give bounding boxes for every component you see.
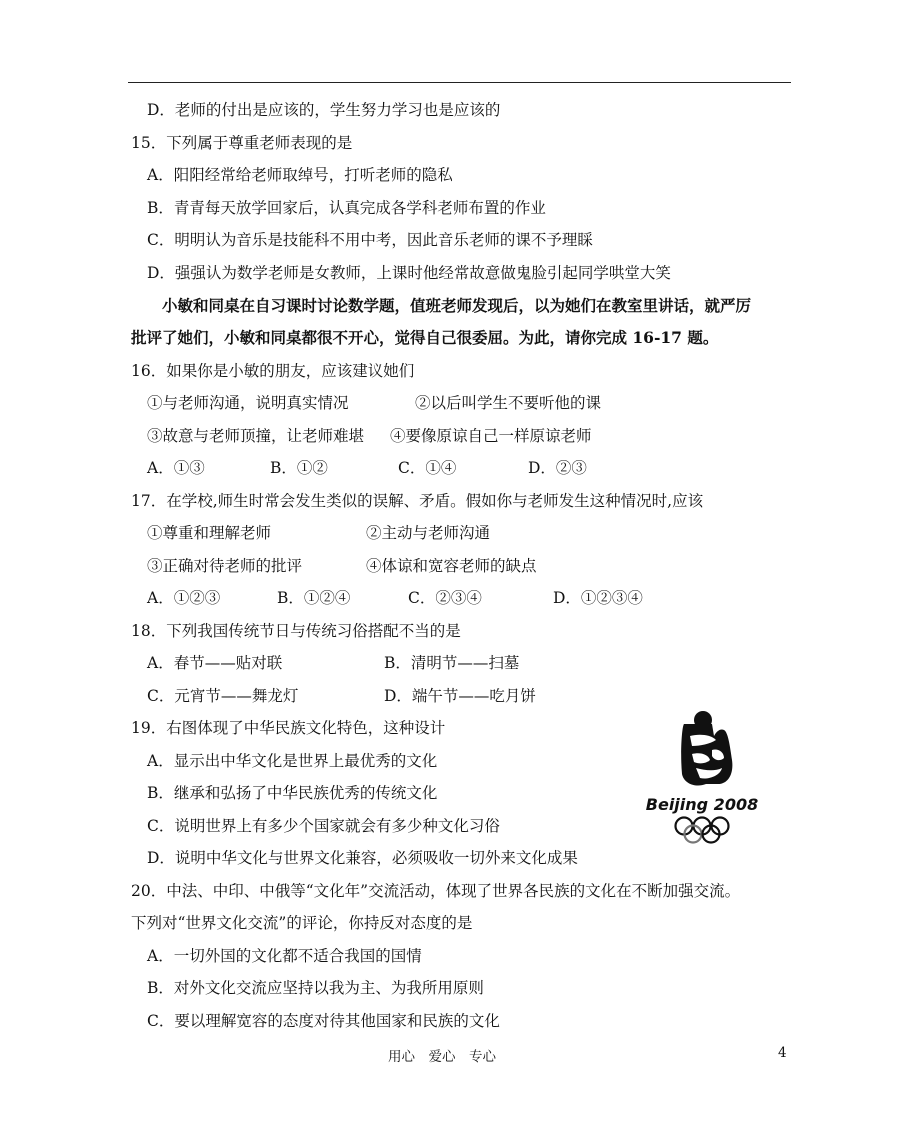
beijing-2008-emblem-icon bbox=[640, 702, 765, 852]
q16-option-c: C．①④ bbox=[398, 459, 457, 477]
q16-statement-2: ②以后叫学生不要听他的课 bbox=[415, 394, 602, 412]
q15-option-d: D．强强认为数学老师是女教师，上课时他经常故意做鬼脸引起同学哄堂大笑 bbox=[147, 264, 671, 282]
q16-option-b: B．①② bbox=[270, 459, 328, 477]
q16-statement-3: ③故意与老师顶撞，让老师难堪 bbox=[147, 427, 365, 445]
scenario-text-line-1: 小敏和同桌在自习课时讨论数学题，值班老师发现后，以为她们在教室里讲话，就严厉 bbox=[162, 296, 752, 315]
q18-option-c: C．元宵节——舞龙灯 bbox=[147, 687, 299, 705]
q15-option-a: A．阳阳经常给老师取绰号，打听老师的隐私 bbox=[147, 166, 453, 184]
q16-statement-4: ④要像原谅自己一样原谅老师 bbox=[390, 427, 592, 445]
q18-option-d: D．端午节——吃月饼 bbox=[384, 687, 536, 705]
q18-option-b: B．清明节——扫墓 bbox=[384, 654, 520, 672]
q19-option-d: D．说明中华文化与世界文化兼容，必须吸收一切外来文化成果 bbox=[147, 849, 578, 867]
q20-stem-line-1: 20．中法、中印、中俄等“文化年”交流活动，体现了世界各民族的文化在不断加强交流。 bbox=[131, 882, 741, 900]
scenario-text-line-2: 批评了她们，小敏和同桌都很不开心，觉得自己很委屈。为此，请你完成 16-17 题。 bbox=[131, 328, 719, 347]
q15-option-b: B．青青每天放学回家后，认真完成各学科老师布置的作业 bbox=[147, 199, 546, 217]
q17-statement-1: ①尊重和理解老师 bbox=[147, 524, 272, 542]
q16-statement-1: ①与老师沟通，说明真实情况 bbox=[147, 394, 349, 412]
q19-option-a: A．显示出中华文化是世界上最优秀的文化 bbox=[147, 752, 438, 770]
q16-stem: 16．如果你是小敏的朋友，应该建议她们 bbox=[131, 362, 415, 380]
q19-option-c: C．说明世界上有多少个国家就会有多少种文化习俗 bbox=[147, 817, 500, 835]
q18-stem: 18．下列我国传统节日与传统习俗搭配不当的是 bbox=[131, 622, 461, 640]
q16-option-a: A．①③ bbox=[147, 459, 205, 477]
q20-stem-line-2: 下列对“世界文化交流”的评论，你持反对态度的是 bbox=[131, 914, 473, 932]
q17-statement-3: ③正确对待老师的批评 bbox=[147, 557, 303, 575]
q20-option-c: C．要以理解宽容的态度对待其他国家和民族的文化 bbox=[147, 1012, 500, 1030]
footer-motto: 用心 爱心 专心 bbox=[388, 1049, 496, 1065]
q20-option-b: B．对外文化交流应坚持以我为主、为我所用原则 bbox=[147, 979, 484, 997]
q16-option-d: D．②③ bbox=[528, 459, 587, 477]
q15-stem: 15．下列属于尊重老师表现的是 bbox=[131, 134, 353, 152]
q19-stem: 19．右图体现了中华民族文化特色，这种设计 bbox=[131, 719, 446, 737]
q17-stem: 17．在学校,师生时常会发生类似的误解、矛盾。假如你与老师发生这种情况时,应该 bbox=[131, 492, 704, 510]
q17-option-c: C．②③④ bbox=[408, 589, 482, 607]
q15-option-c: C．明明认为音乐是技能科不用中考，因此音乐老师的课不予理睬 bbox=[147, 231, 593, 249]
beijing-2008-emblem bbox=[640, 702, 765, 852]
q17-statement-2: ②主动与老师沟通 bbox=[366, 524, 491, 542]
q18-option-a: A．春节——贴对联 bbox=[147, 654, 283, 672]
q20-option-a: A．一切外国的文化都不适合我国的国情 bbox=[147, 947, 422, 965]
q17-option-b: B．①②④ bbox=[277, 589, 351, 607]
q17-option-a: A．①②③ bbox=[147, 589, 221, 607]
q19-option-b: B．继承和弘扬了中华民族优秀的传统文化 bbox=[147, 784, 438, 802]
q17-statement-4: ④体谅和宽容老师的缺点 bbox=[366, 557, 537, 575]
q17-option-d: D．①②③④ bbox=[553, 589, 643, 607]
page-number: 4 bbox=[778, 1045, 787, 1061]
q14-option-d: D．老师的付出是应该的，学生努力学习也是应该的 bbox=[147, 101, 501, 119]
emblem-wordmark: Beijing 2008 bbox=[645, 795, 759, 814]
header-rule bbox=[128, 82, 791, 83]
